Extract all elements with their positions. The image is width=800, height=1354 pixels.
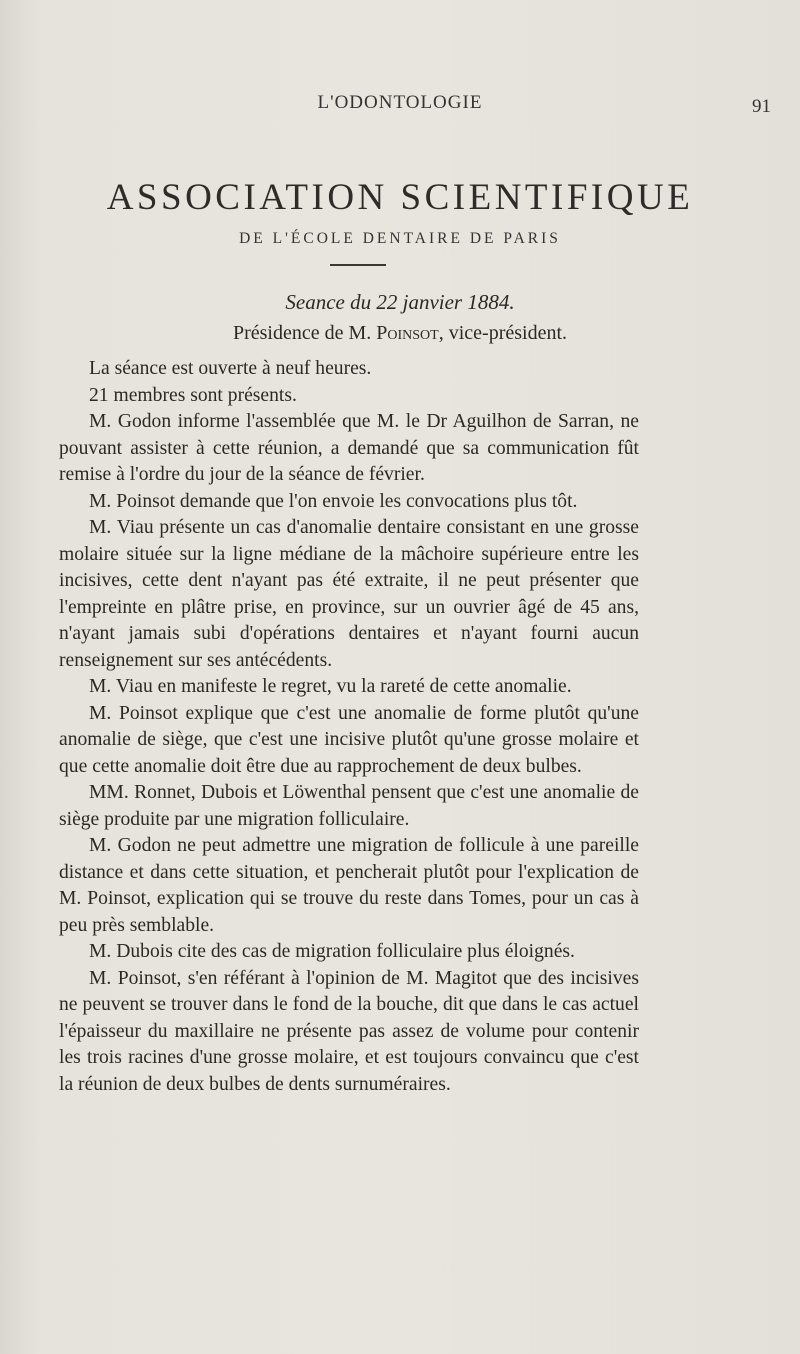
section-subtitle: DE L'ÉCOLE DENTAIRE DE PARIS [239, 230, 561, 247]
president-name: Poinsot [376, 322, 439, 344]
session-date: Seance du 22 janvier 1884. [285, 290, 515, 314]
paragraph: M. Dubois cite des cas de migration folliculaire plus éloignés. [89, 941, 575, 962]
divider-rule [330, 264, 386, 266]
running-header: L'ODONTOLOGIE [317, 92, 483, 113]
page-number: 91 [752, 96, 771, 117]
paragraph: La séance est ouverte à neuf heures. [89, 358, 372, 379]
paragraph: M. Viau en manifeste le regret, vu la rareté de cette anomalie. [89, 676, 572, 697]
presidence-suffix: , vice-président. [438, 322, 568, 344]
presidence-line [0, 322, 800, 345]
presidence-prefix: Présidence de M. [232, 322, 372, 344]
section-title: ASSOCIATION SCIENTIFIQUE [106, 177, 694, 218]
paragraph: M. Poinsot explique que c'est une anomalie de forme plutôt qu'une anomalie de siège, que c'est une incisive plutôt qu'une grosse molaire et que cette anomalie doit être due au rapprochement de deux bulbes. [59, 702, 639, 777]
paragraph: M. Godon ne peut admettre une migration de follicule à une pareille distance et dans cette situation, et pencherait plutôt pour l'explication de M. Poinsot, explication qui se trouve du reste dans Tomes, pour un cas à peu près semblable. [59, 835, 639, 936]
paragraph: MM. Ronnet, Dubois et Löwenthal pensent que c'est une anomalie de siège produite par une migration folliculaire. [59, 782, 639, 830]
paragraph: M. Godon informe l'assemblée que M. le Dr Aguilhon de Sarran, ne pouvant assister à cette réunion, a demandé que sa communication fût remise à l'ordre du jour de la séance de février. [59, 411, 639, 485]
paragraph: 21 membres sont présents. [89, 384, 297, 406]
paragraph: M. Poinsot, s'en référant à l'opinion de M. Magitot que des incisives ne peuvent se trouver dans le fond de la bouche, dit que dans le cas actuel l'épaisseur du maxillaire ne présente pas assez de volume pour contenir les trois racines d'une grosse molaire, et est toujours convaincu que c'est la réunion de deux bulbes de dents surnuméraires. [59, 967, 639, 1095]
paragraph: M. Poinsot demande que l'on envoie les convocations plus tôt. [89, 490, 578, 512]
paragraph: M. Viau présente un cas d'anomalie dentaire consistant en une grosse molaire située sur la ligne médiane de la mâchoire supérieure entre les incisives, cette dent n'ayant pas été extraite, il ne peut présenter que l'empreinte en plâtre prise, en province, sur un ouvrier âgé de 45 ans, n'ayant jamais subi d'opérations dentaires et n'ayant fourni aucun renseignement sur ses antécédents. [59, 517, 639, 671]
minutes-body [59, 356, 639, 1098]
